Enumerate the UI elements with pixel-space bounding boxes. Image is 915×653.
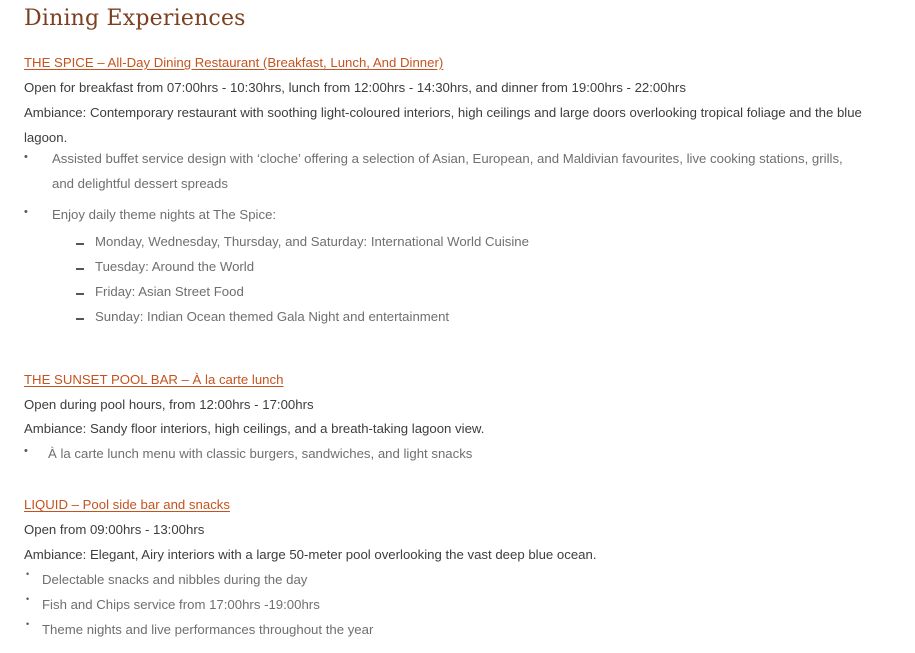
bullet-icon: • [24, 151, 28, 163]
theme-night-monday: Monday, Wednesday, Thursday, and Saturday: International World Cuisine [95, 234, 529, 249]
liquid-bullet-fish-chips: Fish and Chips service from 17:00hrs -19:00hrs [42, 597, 320, 612]
spice-bullet-buffet: Assisted buffet service design with ‘cloche’ offering a selection of Asian, European, and Maldivian favourites, live cooking stations, grills, and delightful dessert spreads [52, 151, 843, 191]
liquid-bullet-theme-nights: Theme nights and live performances throughout the year [42, 622, 374, 637]
spice-hours: Open for breakfast from 07:00hrs - 10:30hrs, lunch from 12:00hrs - 14:30hrs, and dinner from 19:00hrs - 22:00hrs [24, 80, 686, 95]
bullet-icon: • [24, 445, 28, 457]
liquid-hours: Open from 09:00hrs - 13:00hrs [24, 522, 205, 537]
liquid-heading-link[interactable]: LIQUID – Pool side bar and snacks [24, 497, 230, 512]
sunset-heading-link[interactable]: THE SUNSET POOL BAR – À la carte lunch [24, 372, 284, 387]
bullet-icon: • [26, 619, 30, 629]
liquid-ambiance: Ambiance: Elegant, Airy interiors with a large 50-meter pool overlooking the vast deep blue ocean. [24, 547, 597, 562]
dash-icon [76, 318, 84, 320]
sunset-hours: Open during pool hours, from 12:00hrs - 17:00hrs [24, 397, 314, 412]
spice-heading-link[interactable]: THE SPICE – All-Day Dining Restaurant (Breakfast, Lunch, And Dinner) [24, 55, 444, 70]
theme-night-tuesday: Tuesday: Around the World [95, 259, 255, 274]
page-title: Dining Experiences [24, 6, 246, 31]
spice-ambiance: Ambiance: Contemporary restaurant with soothing light-coloured interiors, high ceilings and large doors overlooking tropical foliage and the blue lagoon. [24, 105, 862, 145]
spice-bullet-theme-nights: Enjoy daily theme nights at The Spice: [52, 207, 277, 222]
dash-icon [76, 293, 84, 295]
theme-night-friday: Friday: Asian Street Food [95, 284, 244, 299]
dash-icon [76, 243, 84, 245]
bullet-icon: • [26, 594, 30, 604]
sunset-ambiance: Ambiance: Sandy floor interiors, high ceilings, and a breath-taking lagoon view. [24, 421, 485, 436]
liquid-bullet-snacks: Delectable snacks and nibbles during the day [42, 572, 308, 587]
theme-night-sunday: Sunday: Indian Ocean themed Gala Night and entertainment [95, 309, 450, 324]
bullet-icon: • [24, 206, 28, 218]
sunset-bullet-lunch-menu: À la carte lunch menu with classic burgers, sandwiches, and light snacks [48, 446, 473, 461]
bullet-icon: • [26, 569, 30, 579]
dash-icon [76, 268, 84, 270]
